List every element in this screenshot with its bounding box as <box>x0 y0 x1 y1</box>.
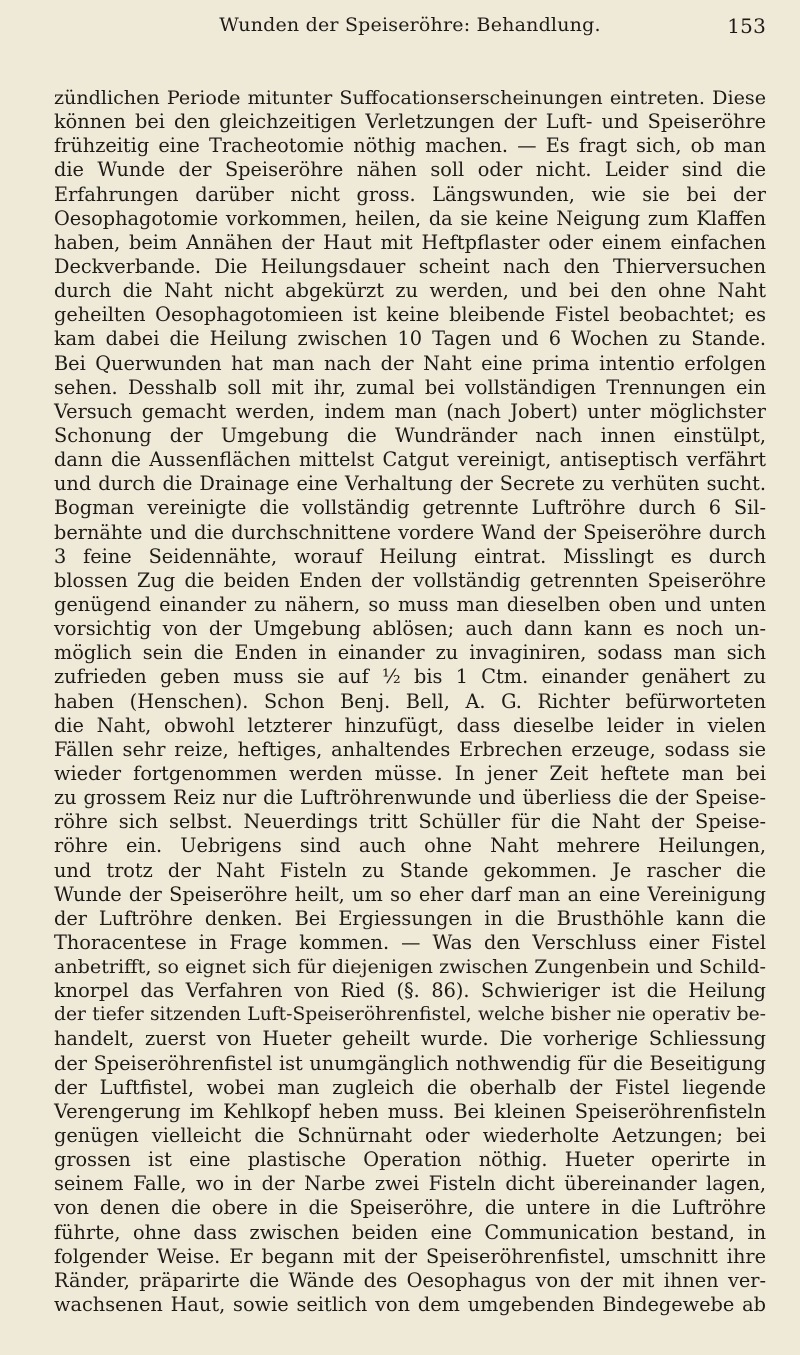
text-line: Bogman vereinigte die vollständig getrennte Luftröhre durch 6 Sil- <box>54 496 766 520</box>
text-line: Thoracentese in Frage kommen. — Was den Verschluss einer Fistel <box>54 930 766 954</box>
text-line: anbetrifft, so eignet sich für diejenigen zwischen Zungenbein und Schild- <box>54 955 766 979</box>
text-line: knorpel das Verfahren von Ried (§. 86). Schwieriger ist die Heilung <box>54 979 766 1003</box>
text-line: handelt, zuerst von Hueter geheilt wurde. Die vorherige Schliessung <box>54 1027 766 1051</box>
text-line: von denen die obere in die Speiseröhre, die untere in die Luftröhre <box>54 1196 766 1220</box>
text-line: der Luftröhre denken. Bei Ergiessungen in die Brusthöhle kann die <box>54 906 766 930</box>
text-line: Versuch gemacht werden, indem man (nach Jobert) unter möglichster <box>54 399 766 423</box>
text-line: wieder fortgenommen werden müsse. In jener Zeit heftete man bei <box>54 761 766 785</box>
text-line: grossen ist eine plastische Operation nöthig. Hueter operirte in <box>54 1148 766 1172</box>
text-line: zufrieden geben muss sie auf ½ bis 1 Ctm. einander genähert zu <box>54 665 766 689</box>
text-line: die Wunde der Speiseröhre nähen soll oder nicht. Leider sind die <box>54 158 766 182</box>
body-text <box>54 86 766 1317</box>
text-line: röhre ein. Uebrigens sind auch ohne Naht mehrere Heilungen, <box>54 834 766 858</box>
text-line: seinem Falle, wo in der Narbe zwei Fisteln dicht übereinander lagen, <box>54 1172 766 1196</box>
page-number: 153 <box>727 14 766 38</box>
text-line: röhre sich selbst. Neuerdings tritt Schüller für die Naht der Speise- <box>54 810 766 834</box>
text-line: Verengerung im Kehlkopf heben muss. Bei kleinen Speiseröhrenfisteln <box>54 1099 766 1123</box>
text-line: haben (Henschen). Schon Benj. Bell, A. G. Richter befürworteten <box>54 689 766 713</box>
text-line: Erfahrungen darüber nicht gross. Längswunden, wie sie bei der <box>54 182 766 206</box>
text-line: folgender Weise. Er begann mit der Speiseröhrenfistel, umschnitt ihre <box>54 1244 766 1268</box>
text-line: und trotz der Naht Fisteln zu Stande gekommen. Je rascher die <box>54 858 766 882</box>
page-header <box>54 14 766 44</box>
text-line: die Naht, obwohl letzterer hinzufügt, dass dieselbe leider in vielen <box>54 713 766 737</box>
text-line: haben, beim Annähen der Haut mit Heftpflaster oder einem einfachen <box>54 230 766 254</box>
text-line: blossen Zug die beiden Enden der vollständig getrennten Speiseröhre <box>54 568 766 592</box>
text-line: vorsichtig von der Umgebung ablösen; auch dann kann es noch un- <box>54 617 766 641</box>
text-line: genügend einander zu nähern, so muss man dieselben oben und unten <box>54 592 766 616</box>
text-line: dann die Aussenflächen mittelst Catgut vereinigt, antiseptisch verfährt <box>54 448 766 472</box>
text-line: frühzeitig eine Tracheotomie nöthig machen. — Es fragt sich, ob man <box>54 134 766 158</box>
text-line: und durch die Drainage eine Verhaltung der Secrete zu verhüten sucht. <box>54 472 766 496</box>
text-line: möglich sein die Enden in einander zu invaginiren, sodass man sich <box>54 641 766 665</box>
text-line: Schonung der Umgebung die Wundränder nach innen einstülpt, <box>54 423 766 447</box>
text-line: geheilten Oesophagotomieen ist keine bleibende Fistel beobachtet; es <box>54 303 766 327</box>
text-line: führte, ohne dass zwischen beiden eine Communication bestand, in <box>54 1220 766 1244</box>
text-line: Ränder, präparirte die Wände des Oesophagus von der mit ihnen ver- <box>54 1268 766 1292</box>
text-line: können bei den gleichzeitigen Verletzungen der Luft- und Speiseröhre <box>54 110 766 134</box>
text-line: Oesophagotomie vorkommen, heilen, da sie keine Neigung zum Klaffen <box>54 206 766 230</box>
text-line: der tiefer sitzenden Luft-Speiseröhrenfistel, welche bisher nie operativ be- <box>54 1004 766 1026</box>
text-line: der Speiseröhrenfistel ist unumgänglich nothwendig für die Beseitigung <box>54 1051 766 1075</box>
text-line: zündlichen Periode mitunter Suffocationserscheinungen eintreten. Diese <box>54 86 766 109</box>
text-line: Wunde der Speiseröhre heilt, um so eher darf man an eine Vereinigung <box>54 882 766 906</box>
text-line: kam dabei die Heilung zwischen 10 Tagen und 6 Wochen zu Stande. <box>54 327 766 351</box>
text-line: 3 feine Seidennähte, worauf Heilung eintrat. Misslingt es durch <box>54 544 766 568</box>
running-head: Wunden der Speiseröhre: Behandlung. <box>219 14 601 36</box>
text-line: sehen. Desshalb soll mit ihr, zumal bei vollständigen Trennungen ein <box>54 375 766 399</box>
text-line: genügen vielleicht die Schnürnaht oder wiederholte Aetzungen; bei <box>54 1124 766 1148</box>
text-line: Fällen sehr reize, heftiges, anhaltendes Erbrechen erzeuge, sodass sie <box>54 737 766 761</box>
text-line: der Luftfistel, wobei man zugleich die oberhalb der Fistel liegende <box>54 1075 766 1099</box>
text-line: zu grossem Reiz nur die Luftröhrenwunde und überliess die der Speise- <box>54 786 766 810</box>
text-line: Deckverbande. Die Heilungsdauer scheint nach den Thierversuchen <box>54 254 766 278</box>
text-line: wachsenen Haut, sowie seitlich von dem umgebenden Bindegewebe ab <box>54 1293 766 1317</box>
text-line: bernähte und die durchschnittene vordere Wand der Speiseröhre durch <box>54 520 766 544</box>
text-line: durch die Naht nicht abgekürzt zu werden, und bei den ohne Naht <box>54 279 766 303</box>
text-line: Bei Querwunden hat man nach der Naht eine prima intentio erfolgen <box>54 351 766 375</box>
